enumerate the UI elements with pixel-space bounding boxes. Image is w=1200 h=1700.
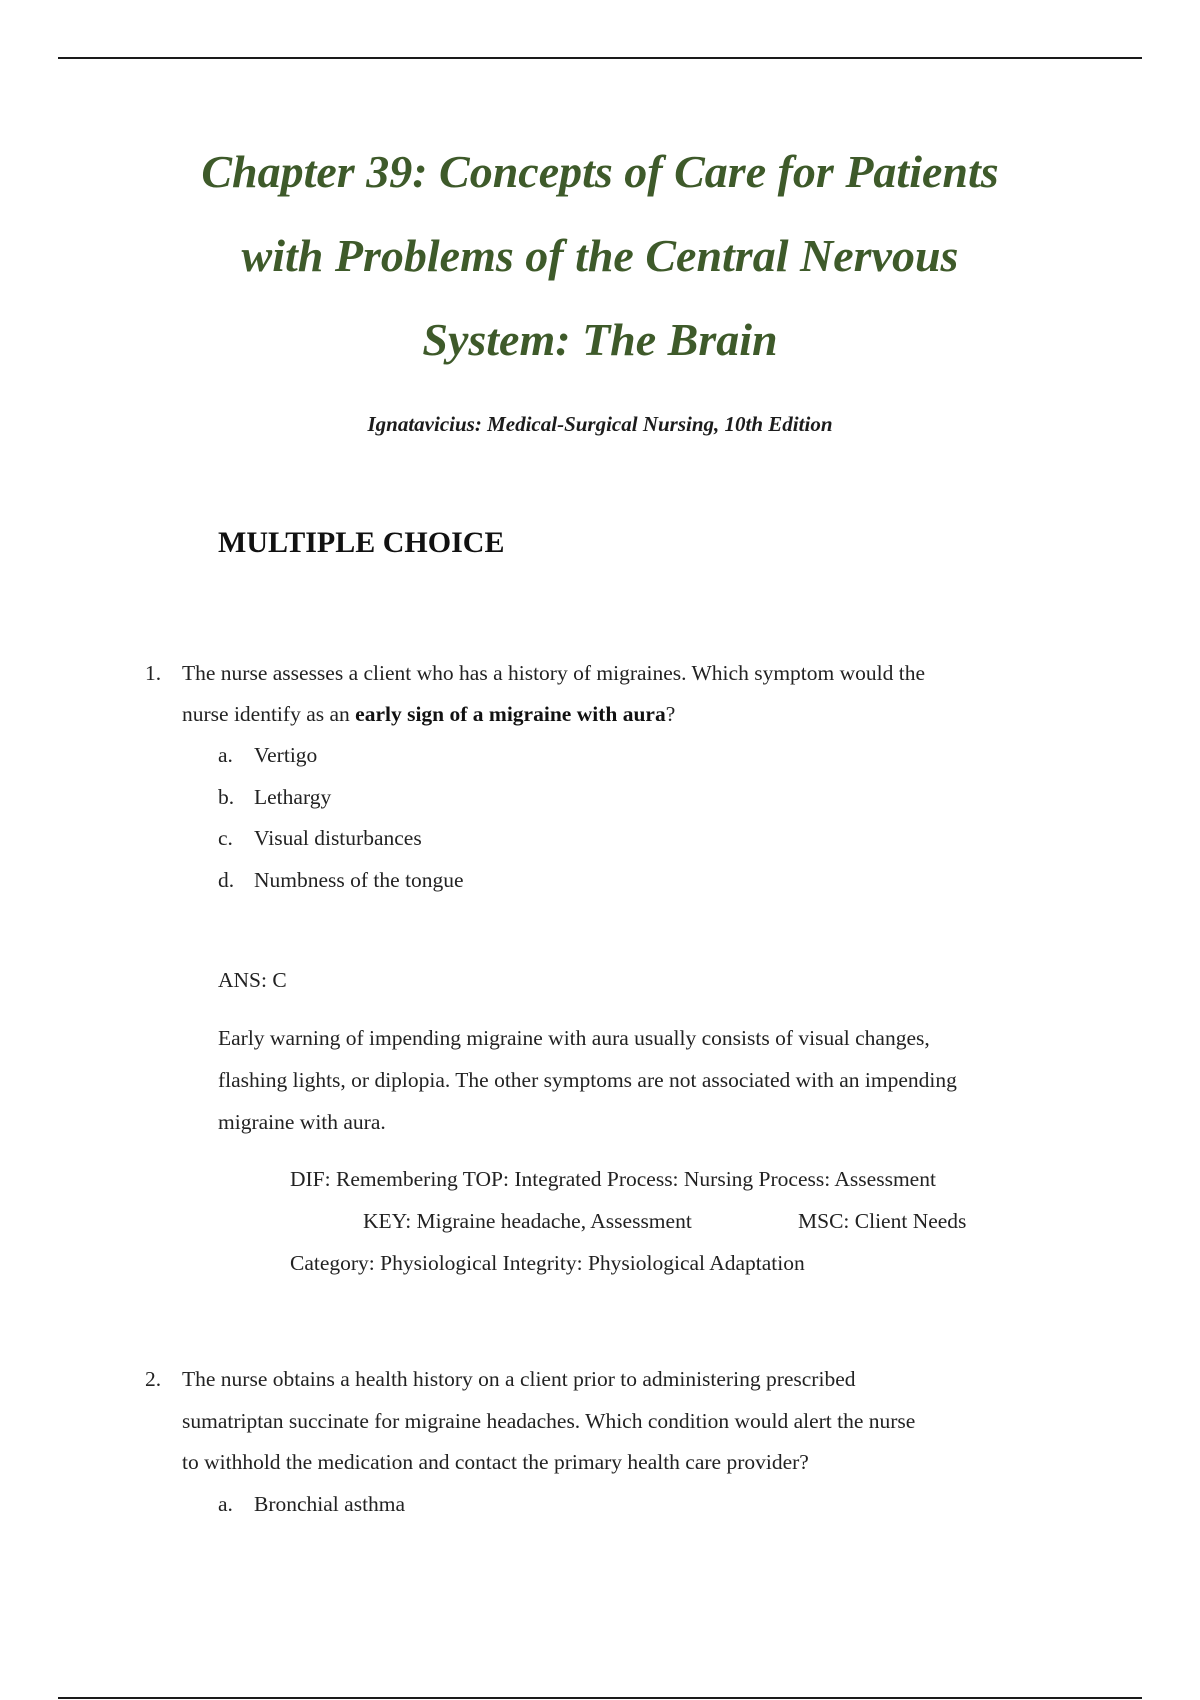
chapter-title-line-2: with Problems of the Central Nervous (241, 230, 959, 281)
meta-msc: MSC: Client Needs (798, 1209, 967, 1233)
question-number: 2. (145, 1367, 162, 1391)
question-stem-line: The nurse obtains a health history on a client prior to administering prescribed (182, 1367, 856, 1391)
meta-category: Category: Physiological Integrity: Physiological Adaptation (290, 1251, 805, 1275)
option-letter: c. (218, 826, 233, 850)
top-rule (58, 57, 1142, 59)
answer-key: ANS: C (218, 968, 287, 992)
rationale-line: Early warning of impending migraine with aura usually consists of visual changes, (218, 1026, 930, 1050)
meta-key: KEY: Migraine headache, Assessment (363, 1209, 692, 1233)
chapter-title (100, 130, 1100, 382)
bottom-rule (58, 1697, 1142, 1699)
chapter-title-line-1: Chapter 39: Concepts of Care for Patients (201, 146, 999, 197)
question-stem-line: sumatriptan succinate for migraine headaches. Which condition would alert the nurse (182, 1409, 916, 1433)
chapter-title-line-3: System: The Brain (422, 314, 778, 365)
rationale-line: migraine with aura. (218, 1110, 386, 1134)
meta-dif-top: DIF: Remembering TOP: Integrated Process: Nursing Process: Assessment (290, 1167, 936, 1191)
option-text: Lethargy (254, 785, 332, 809)
option-text: Bronchial asthma (254, 1492, 406, 1516)
book-subtitle: Ignatavicius: Medical-Surgical Nursing, 10th Edition (367, 412, 833, 436)
stem-text: ? (665, 702, 676, 726)
option-letter: b. (218, 785, 235, 809)
option-letter: a. (218, 1492, 233, 1516)
option-letter: a. (218, 743, 233, 767)
question-stem-line (182, 700, 675, 728)
option-letter: d. (218, 868, 235, 892)
option-text: Vertigo (254, 743, 318, 767)
section-heading: MULTIPLE CHOICE (218, 526, 505, 559)
stem-text: nurse identify as an (182, 702, 356, 726)
question-stem-line: to withhold the medication and contact the primary health care provider? (182, 1450, 809, 1474)
rationale-line: flashing lights, or diplopia. The other symptoms are not associated with an impending (218, 1068, 957, 1092)
stem-emphasis: early sign of a migraine with aura (355, 702, 666, 726)
option-text: Numbness of the tongue (254, 868, 464, 892)
question-number: 1. (145, 661, 162, 685)
option-text: Visual disturbances (254, 826, 422, 850)
question-stem-line: The nurse assesses a client who has a history of migraines. Which symptom would the (182, 661, 925, 685)
